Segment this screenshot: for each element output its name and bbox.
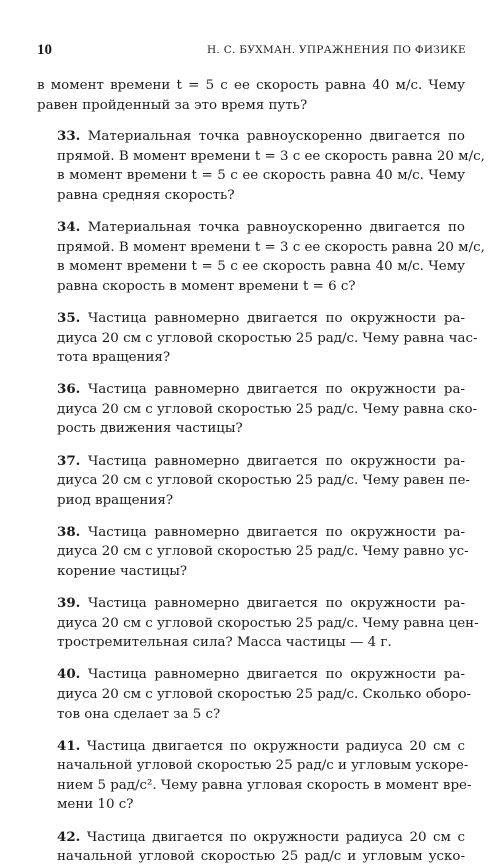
problem-38 <box>37 523 469 582</box>
problem-text: Материальная точка равноускоренно двигается по <box>87 220 465 236</box>
text-line <box>37 309 465 329</box>
text-line: тота вращения? <box>57 350 171 366</box>
problem-34 <box>37 218 485 296</box>
page-number: 10 <box>37 42 52 58</box>
problem-text: Частица двигается по окружности радиуса 20 см с <box>86 829 466 845</box>
text-line: равна скорость в момент времени t = 6 с? <box>57 278 356 294</box>
text-line: начальной угловой скоростью 25 рад/с и угловым ускоре- <box>57 758 469 774</box>
text-line <box>37 737 465 757</box>
problem-number: 40. <box>57 666 81 683</box>
problem-text: Частица равномерно двигается по окружности ра- <box>87 667 465 683</box>
problem-37 <box>37 452 470 511</box>
text-line: в момент времени t = 5 с ее скорость равна 40 м/с. Чему <box>57 168 465 184</box>
problem-text: Частица двигается по окружности радиуса 20 см с <box>86 738 466 754</box>
problem-number: 38. <box>57 523 81 540</box>
text-line <box>37 380 465 400</box>
text-line <box>37 218 465 238</box>
text-line: корение частицы? <box>57 563 188 579</box>
text-line: мени 10 с? <box>57 797 134 813</box>
problem-number: 34. <box>57 219 81 236</box>
text-line: диуса 20 см с угловой скоростью 25 рад/с. Чему равна ско- <box>57 401 478 417</box>
problem-text: Частица равномерно двигается по окружности ра- <box>87 310 465 326</box>
text-line: начальной угловой скоростью 25 рад/с и угловым уско- <box>57 849 465 865</box>
text-line: прямой. В момент времени t = 3 с ее скорость равна 20 м/с, <box>57 239 485 255</box>
text-line: равна средняя скорость? <box>57 187 235 203</box>
problem-35 <box>37 309 478 368</box>
problem-36 <box>37 380 478 439</box>
problem-number: 39. <box>57 595 81 612</box>
text-line: рость движения частицы? <box>57 421 243 437</box>
text-line <box>37 665 465 685</box>
problem-list <box>37 127 485 867</box>
problem-41 <box>37 737 472 815</box>
problem-number: 37. <box>57 452 81 469</box>
text-line: диуса 20 см с угловой скоростью 25 рад/с. Чему равен пе- <box>57 473 470 489</box>
problem-text: Частица равномерно двигается по окружности ра- <box>87 382 465 398</box>
text-line: нием 5 рад/с². Чему равна угловая скорость в момент вре- <box>57 777 472 793</box>
problem-number: 36. <box>57 381 81 398</box>
problem-text: Частица равномерно двигается по окружности ра- <box>87 596 465 612</box>
page-body <box>37 76 485 867</box>
problem-number: 41. <box>57 737 81 754</box>
text-line: в момент времени t = 5 с ее скорость равна 40 м/с. Чему <box>57 259 465 275</box>
text-line <box>37 127 465 147</box>
text-line: риод вращения? <box>57 492 174 508</box>
text-line <box>37 523 465 543</box>
text-line: тов она сделает за 5 с? <box>57 706 221 722</box>
text-line <box>37 452 465 472</box>
text-line: диуса 20 см с угловой скоростью 25 рад/с. Сколько оборо- <box>57 686 472 702</box>
continuation-paragraph <box>37 76 465 115</box>
text-line: диуса 20 см с угловой скоростью 25 рад/с. Чему равна цен- <box>57 615 479 631</box>
problem-40 <box>37 665 472 724</box>
running-title: Н. С. БУХМАН. УПРАЖНЕНИЯ ПО ФИЗИКЕ <box>206 44 466 56</box>
problem-text: Частица равномерно двигается по окружности ра- <box>87 453 465 469</box>
text-line: равен пройденный за это время путь? <box>37 97 308 113</box>
text-line: диуса 20 см с угловой скоростью 25 рад/с. Чему равна час- <box>57 330 478 346</box>
page-header <box>37 42 466 64</box>
problem-number: 42. <box>57 828 81 845</box>
problem-42 <box>37 828 465 867</box>
problem-39 <box>37 594 479 653</box>
problem-text: Материальная точка равноускоренно двигается по <box>87 129 465 145</box>
text-line <box>37 828 465 848</box>
problem-number: 35. <box>57 309 81 326</box>
text-line: тростремительная сила? Масса частицы — 4 г. <box>57 635 392 651</box>
problem-number: 33. <box>57 128 81 145</box>
text-line: прямой. В момент времени t = 3 с ее скорость равна 20 м/с, <box>57 148 485 164</box>
text-line <box>37 594 465 614</box>
text-line: в момент времени t = 5 с ее скорость равна 40 м/с. Чему <box>37 78 465 93</box>
text-line: диуса 20 см с угловой скоростью 25 рад/с. Чему равно ус- <box>57 544 469 560</box>
problem-text: Частица равномерно двигается по окружности ра- <box>87 524 465 540</box>
problem-33 <box>37 127 485 205</box>
